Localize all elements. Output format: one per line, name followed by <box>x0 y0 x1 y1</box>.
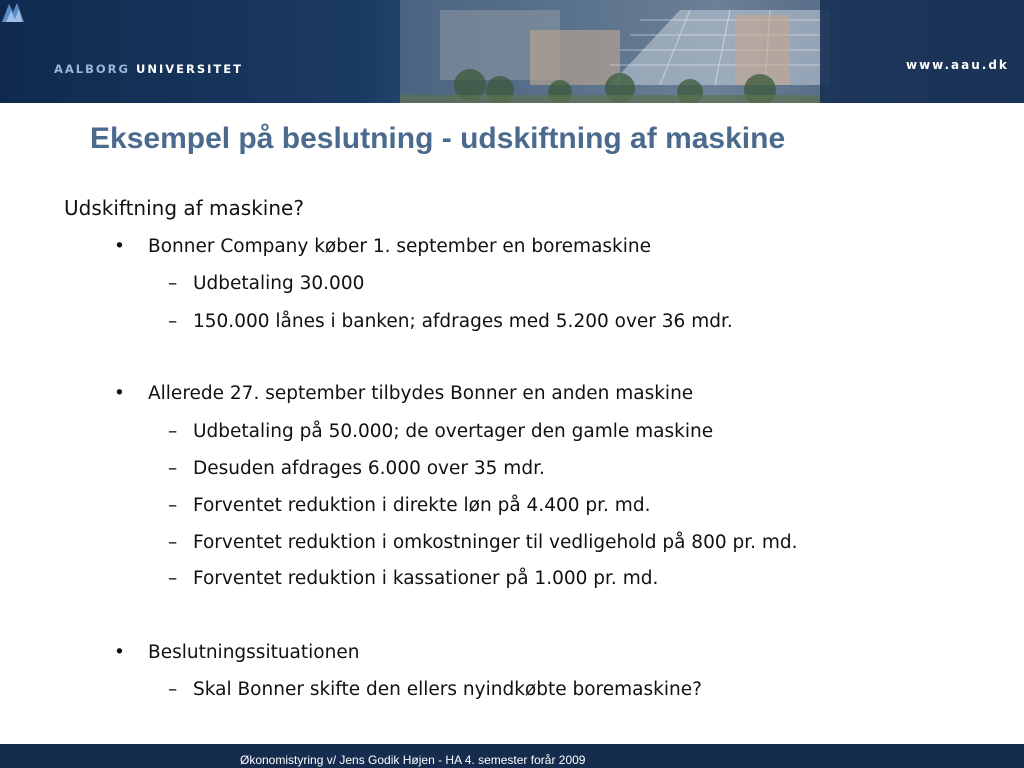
list-item <box>168 568 659 589</box>
list-item-text: Forventet reduktion i omkostninger til vedligehold på 800 pr. md. <box>193 532 798 553</box>
list-item <box>114 236 652 257</box>
list-item-text: Skal Bonner skifte den ellers nyindkøbte boremaskine? <box>193 679 702 700</box>
campus-photo <box>0 0 1024 103</box>
dash-mark: – <box>168 458 178 479</box>
bullet-mark: • <box>114 383 125 404</box>
list-item <box>114 642 360 663</box>
list-item <box>168 421 714 442</box>
dash-mark: – <box>168 495 178 516</box>
list-item <box>114 383 694 404</box>
list-item-text: Bonner Company køber 1. september en boremaskine <box>148 236 652 257</box>
bullet-mark: • <box>114 642 125 663</box>
list-item <box>168 679 702 700</box>
dash-mark: – <box>168 311 178 332</box>
footer-bar <box>0 744 1024 768</box>
list-item-text: Forventet reduktion i direkte løn på 4.400 pr. md. <box>193 495 651 516</box>
list-item <box>168 273 365 294</box>
logo-word-aalborg: AALBORG <box>54 62 130 76</box>
list-item <box>168 311 733 332</box>
list-item <box>168 495 651 516</box>
logo-word-universitet: UNIVERSITET <box>135 62 243 76</box>
bullet-mark: • <box>114 236 125 257</box>
university-logo-text <box>54 62 243 76</box>
list-item-text: Forventet reduktion i kassationer på 1.000 pr. md. <box>193 568 659 589</box>
lead-heading: Udskiftning af maskine? <box>64 196 304 220</box>
dash-mark: – <box>168 568 178 589</box>
list-item-text: Desuden afdrages 6.000 over 35 mdr. <box>193 458 545 479</box>
university-logo-icon <box>0 0 26 24</box>
list-item <box>168 532 798 553</box>
list-item-text: 150.000 lånes i banken; afdrages med 5.200 over 36 mdr. <box>193 311 733 332</box>
list-item-text: Udbetaling på 50.000; de overtager den gamle maskine <box>193 421 714 442</box>
dash-mark: – <box>168 421 178 442</box>
website-link[interactable]: www.aau.dk <box>906 58 1009 72</box>
list-item-text: Allerede 27. september tilbydes Bonner en anden maskine <box>148 383 694 404</box>
footer-text: Økonomistyring v/ Jens Godik Højen - HA 4. semester forår 2009 <box>240 753 586 767</box>
header-banner <box>0 0 1024 103</box>
slide-title: Eksempel på beslutning - udskiftning af maskine <box>90 122 786 155</box>
dash-mark: – <box>168 679 178 700</box>
list-item-text: Beslutningssituationen <box>148 642 360 663</box>
list-item <box>168 458 545 479</box>
dash-mark: – <box>168 273 178 294</box>
list-item-text: Udbetaling 30.000 <box>193 273 365 294</box>
dash-mark: – <box>168 532 178 553</box>
